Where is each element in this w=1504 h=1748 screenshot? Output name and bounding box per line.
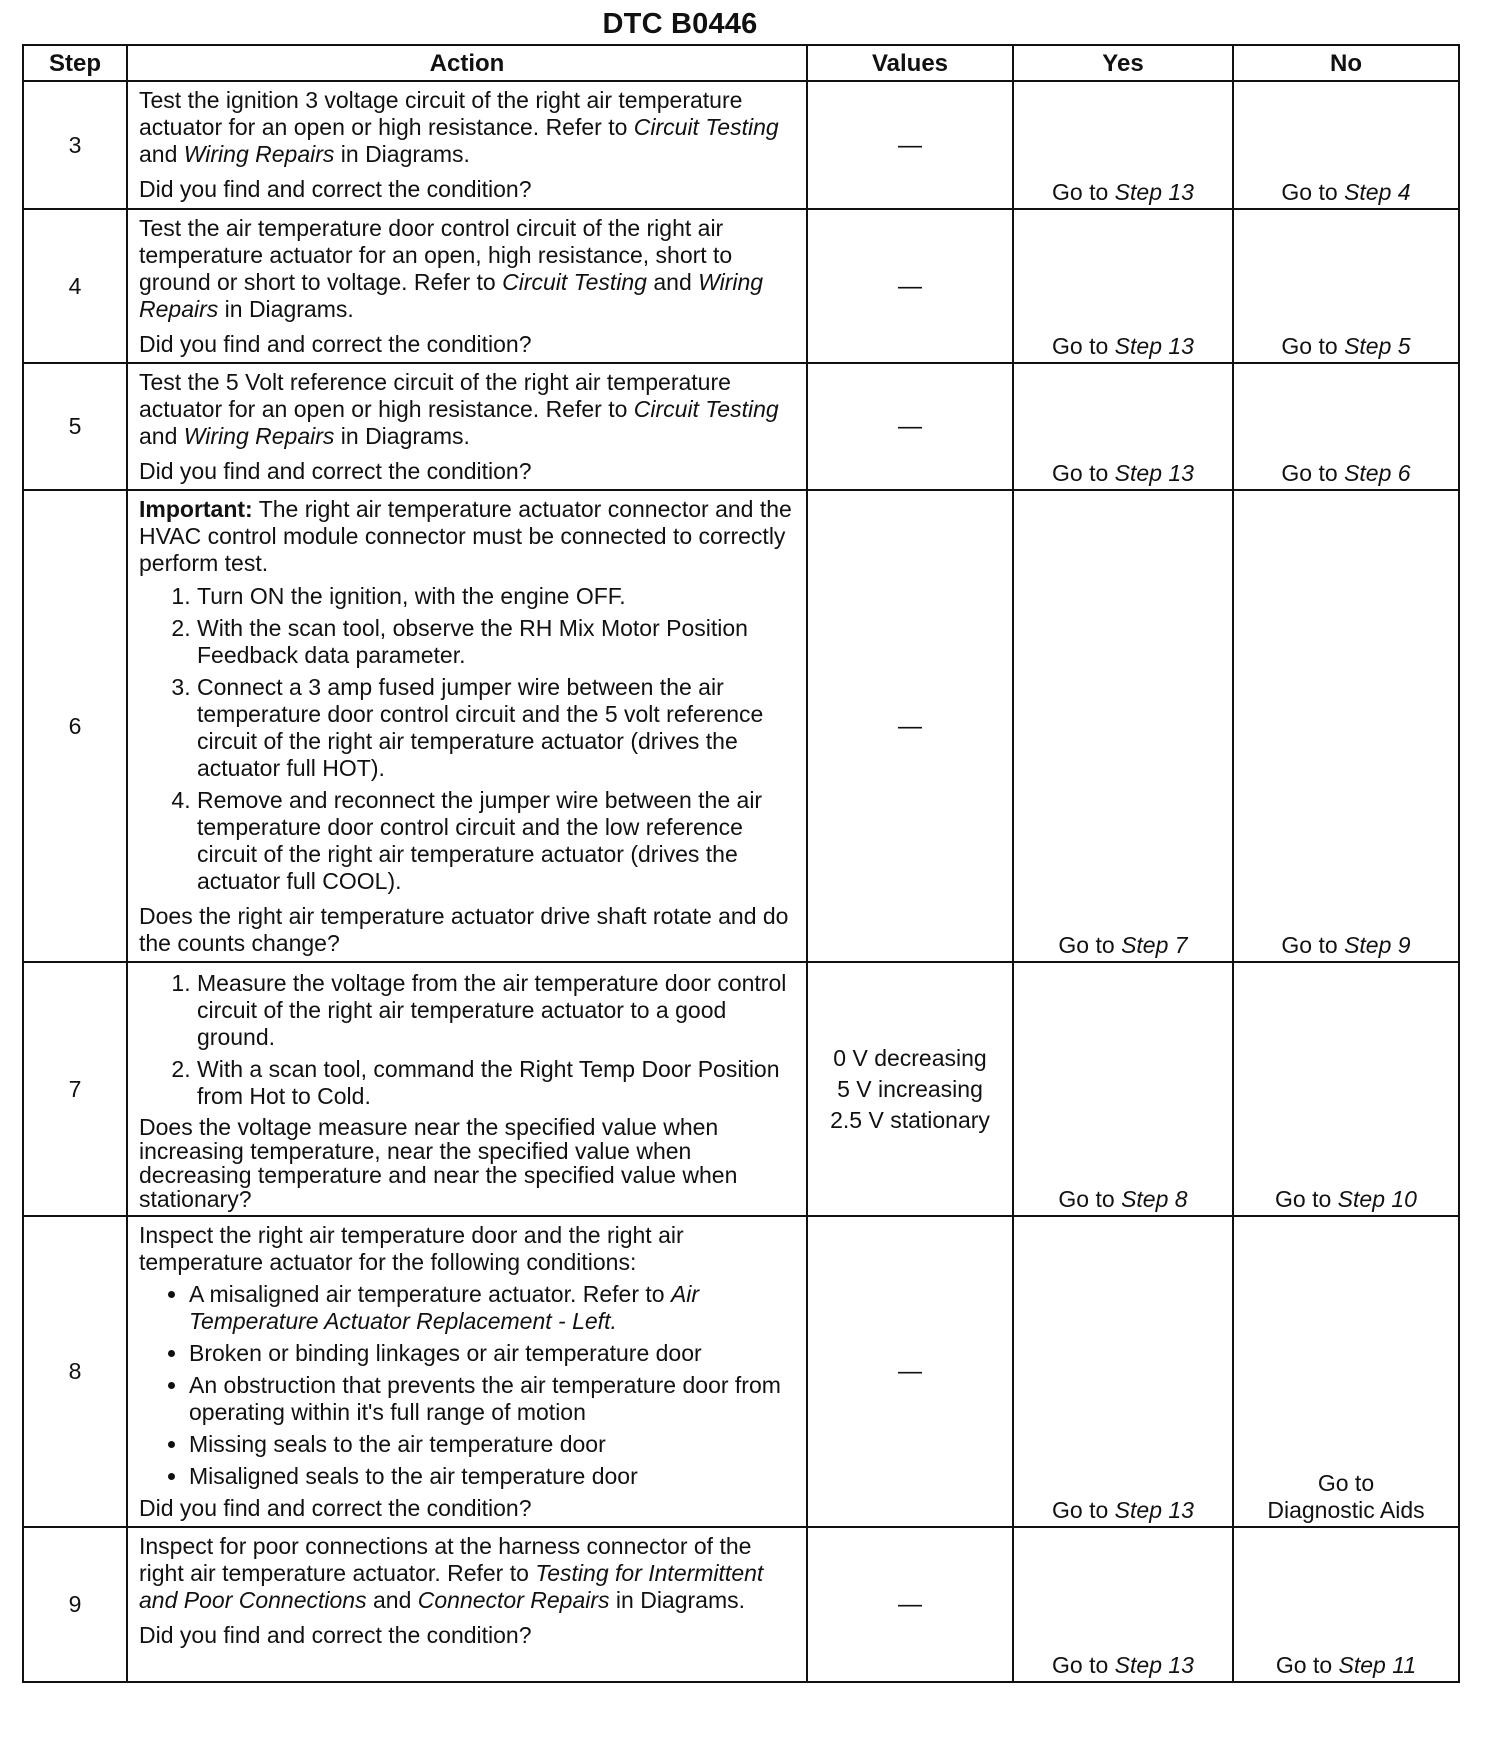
no-cell: Go to Step 4 bbox=[1233, 81, 1459, 209]
yes-cell: Go to Step 13 bbox=[1013, 81, 1233, 209]
action-question: Did you find and correct the condition? bbox=[139, 176, 532, 202]
no-line-1: Go to bbox=[1317, 1470, 1375, 1496]
no-link[interactable]: Step 10 bbox=[1337, 1186, 1417, 1212]
no-link[interactable]: Step 5 bbox=[1344, 333, 1411, 359]
action-cell bbox=[127, 81, 807, 209]
step-number: 7 bbox=[23, 962, 127, 1216]
action-cell bbox=[127, 1527, 807, 1682]
header-step: Step bbox=[23, 45, 127, 81]
procedure-list bbox=[139, 970, 798, 1110]
no-cell: Go to Step 9 bbox=[1233, 490, 1459, 962]
header-action: Action bbox=[127, 45, 807, 81]
yes-cell: Go to Step 13 bbox=[1013, 1527, 1233, 1682]
values-cell bbox=[807, 363, 1013, 490]
no-link[interactable]: Diagnostic Aids bbox=[1267, 1497, 1425, 1523]
no-cell bbox=[1233, 1216, 1459, 1527]
action-text: Test the air temperature door control circuit of the right air temperature actuator for an open, high resistance, short to ground or short to voltage. Refer to Circuit Testing and Wiring Repairs in Diagrams. bbox=[139, 215, 764, 322]
action-question: Did you find and correct the condition? bbox=[139, 1495, 532, 1521]
action-question: Does the right air temperature actuator drive shaft rotate and do the counts change? bbox=[139, 903, 789, 956]
yes-link[interactable]: Step 13 bbox=[1114, 460, 1194, 486]
procedure-list bbox=[139, 583, 798, 895]
action-cell bbox=[127, 490, 807, 962]
yes-link[interactable]: Step 8 bbox=[1121, 1186, 1188, 1212]
action-cell bbox=[127, 363, 807, 490]
values-text: — bbox=[898, 1358, 922, 1385]
values-cell bbox=[807, 490, 1013, 962]
header-values: Values bbox=[807, 45, 1013, 81]
table-row bbox=[23, 1527, 1459, 1682]
yes-link[interactable]: Step 13 bbox=[1114, 1652, 1194, 1678]
values-cell bbox=[807, 81, 1013, 209]
value-increasing: 5 V increasing bbox=[837, 1075, 983, 1102]
no-cell: Go to Step 5 bbox=[1233, 209, 1459, 363]
values-text: — bbox=[898, 413, 922, 440]
header-yes: Yes bbox=[1013, 45, 1233, 81]
list-item: • Broken or binding linkages or air temperature door bbox=[189, 1340, 798, 1367]
diagnostic-table bbox=[22, 44, 1460, 1683]
yes-link[interactable]: Step 13 bbox=[1114, 179, 1194, 205]
page-title: DTC B0446 bbox=[602, 8, 758, 40]
values-text: — bbox=[898, 712, 922, 740]
table-row bbox=[23, 962, 1459, 1216]
no-cell: Go to Step 6 bbox=[1233, 363, 1459, 490]
action-question: Does the voltage measure near the specified value when increasing temperature, near the specified value when decreasing temperature and near the specified value when stationary? bbox=[139, 1114, 738, 1212]
yes-link[interactable]: Step 7 bbox=[1121, 932, 1188, 958]
step-number: 9 bbox=[23, 1527, 127, 1682]
condition-list bbox=[139, 1281, 798, 1490]
table-row bbox=[23, 81, 1459, 209]
table-header-row bbox=[23, 45, 1459, 81]
values-cell bbox=[807, 1216, 1013, 1527]
no-link[interactable]: Step 11 bbox=[1338, 1652, 1417, 1678]
step-number: 8 bbox=[23, 1216, 127, 1527]
action-cell bbox=[127, 209, 807, 363]
list-item: • An obstruction that prevents the air temperature door from operating within it's full range of motion bbox=[189, 1372, 798, 1426]
step-number: 5 bbox=[23, 363, 127, 490]
action-question: Did you find and correct the condition? bbox=[139, 1622, 532, 1648]
action-cell bbox=[127, 1216, 807, 1527]
values-text: — bbox=[898, 131, 922, 159]
list-item: 4. Remove and reconnect the jumper wire between the air temperature door control circuit and the low reference circuit of the right air temperature actuator (drives the actuator full COOL). bbox=[197, 787, 798, 895]
important-note: Important: The right air temperature actuator connector and the HVAC control module connector must be connected to correctly perform test. bbox=[139, 496, 792, 576]
yes-cell: Go to Step 13 bbox=[1013, 363, 1233, 490]
list-item: 3. Connect a 3 amp fused jumper wire between the air temperature door control circuit and the 5 volt reference circuit of the right air temperature actuator (drives the actuator full HOT). bbox=[197, 674, 798, 782]
yes-cell: Go to Step 8 bbox=[1013, 962, 1233, 1216]
step-number: 3 bbox=[23, 81, 127, 209]
value-stationary: 2.5 V stationary bbox=[830, 1106, 990, 1133]
values-cell bbox=[807, 209, 1013, 363]
action-intro: Inspect the right air temperature door and the right air temperature actuator for the following conditions: bbox=[139, 1222, 684, 1275]
table-row bbox=[23, 1216, 1459, 1527]
values-cell bbox=[807, 1527, 1013, 1682]
table-row bbox=[23, 209, 1459, 363]
action-text: Test the 5 Volt reference circuit of the right air temperature actuator for an open or high resistance. Refer to Circuit Testing and Wiring Repairs in Diagrams. bbox=[139, 369, 779, 449]
list-item: 1. Turn ON the ignition, with the engine OFF. bbox=[197, 583, 798, 610]
list-item: 2. With a scan tool, command the Right Temp Door Position from Hot to Cold. bbox=[197, 1056, 798, 1110]
yes-cell: Go to Step 13 bbox=[1013, 1216, 1233, 1527]
values-text: — bbox=[898, 272, 922, 300]
list-item: 1. Measure the voltage from the air temperature door control circuit of the right air temperature actuator to a good ground. bbox=[197, 970, 798, 1051]
yes-link[interactable]: Step 13 bbox=[1114, 1497, 1194, 1523]
action-question: Did you find and correct the condition? bbox=[139, 331, 532, 357]
table-row bbox=[23, 490, 1459, 962]
yes-cell: Go to Step 13 bbox=[1013, 209, 1233, 363]
no-link[interactable]: Step 9 bbox=[1344, 932, 1411, 958]
list-item: • Missing seals to the air temperature door bbox=[189, 1431, 798, 1458]
step-number: 4 bbox=[23, 209, 127, 363]
header-no: No bbox=[1233, 45, 1459, 81]
yes-cell: Go to Step 7 bbox=[1013, 490, 1233, 962]
action-text: Inspect for poor connections at the harness connector of the right air temperature actuator. Refer to Testing for Intermittent and Poor Connections and Connector Repairs in Diagrams. bbox=[139, 1533, 764, 1613]
list-item: 2. With the scan tool, observe the RH Mix Motor Position Feedback data parameter. bbox=[197, 615, 798, 669]
list-item: • Misaligned seals to the air temperature door bbox=[189, 1463, 798, 1490]
list-item: • A misaligned air temperature actuator. Refer to Air Temperature Actuator Replacement - Left. bbox=[189, 1281, 798, 1335]
value-decreasing: 0 V decreasing bbox=[833, 1044, 987, 1071]
action-text: Test the ignition 3 voltage circuit of the right air temperature actuator for an open or high resistance. Refer to Circuit Testing and Wiring Repairs in Diagrams. bbox=[139, 87, 779, 167]
yes-link[interactable]: Step 13 bbox=[1114, 333, 1194, 359]
no-link[interactable]: Step 4 bbox=[1344, 179, 1411, 205]
action-question: Did you find and correct the condition? bbox=[139, 458, 532, 484]
values-cell bbox=[807, 962, 1013, 1216]
step-number: 6 bbox=[23, 490, 127, 962]
no-cell: Go to Step 10 bbox=[1233, 962, 1459, 1216]
no-cell: Go to Step 11 bbox=[1233, 1527, 1459, 1682]
no-link[interactable]: Step 6 bbox=[1344, 460, 1411, 486]
values-text: — bbox=[898, 1591, 922, 1618]
action-cell bbox=[127, 962, 807, 1216]
table-row bbox=[23, 363, 1459, 490]
